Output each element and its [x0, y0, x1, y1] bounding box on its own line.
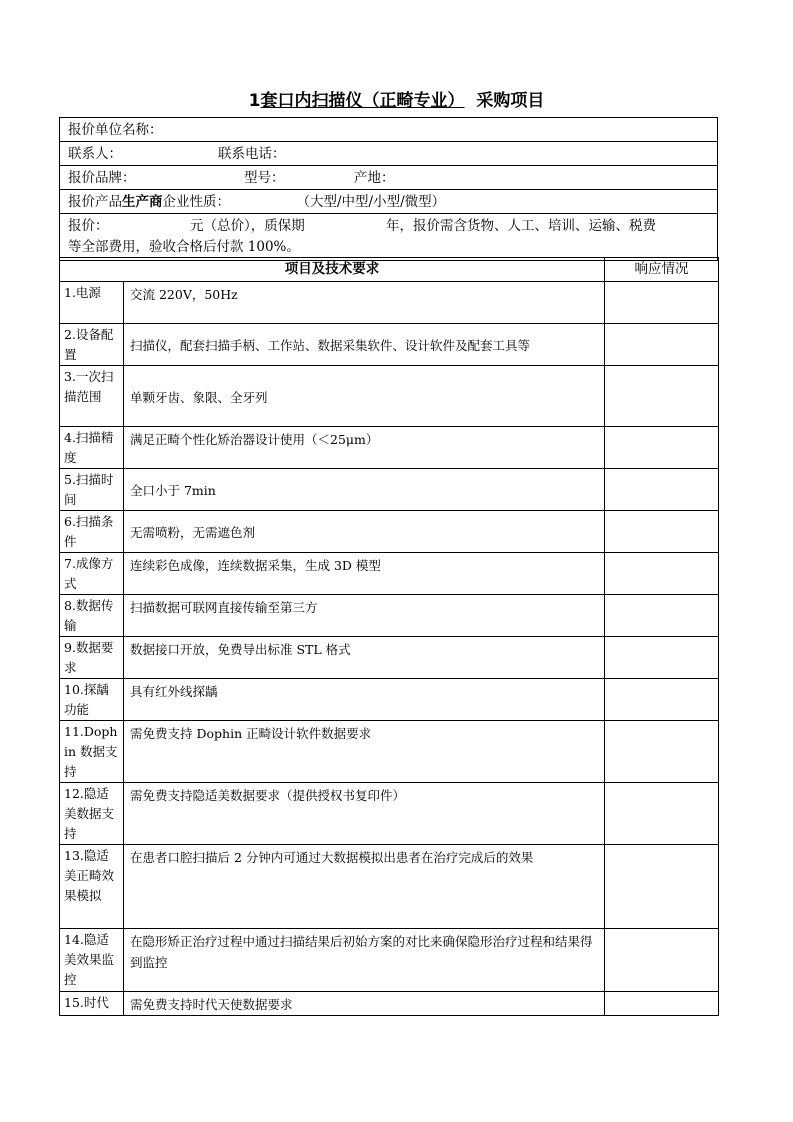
table-row: [60, 679, 719, 721]
item-requirement: 无需喷粉，无需遮色剂: [124, 511, 605, 553]
response-cell: [605, 679, 719, 721]
price-terms-line2: 等全部费用，验收合格后付款 100%。: [68, 239, 300, 255]
table-row: [60, 511, 719, 553]
item-name: 8.数据传输: [60, 595, 124, 637]
item-requirement: 扫描数据可联网直接传输至第三方: [124, 595, 605, 637]
table-row: [60, 637, 719, 679]
response-cell: [605, 469, 719, 511]
item-name: 15.时代: [60, 992, 124, 1016]
item-requirement: 单颗牙齿、象限、全牙列: [124, 366, 605, 427]
table-row: [60, 783, 719, 845]
table-row: [60, 427, 719, 469]
response-cell: [605, 637, 719, 679]
nature-suffix: 企业性质：: [162, 193, 230, 210]
response-cell: [605, 929, 719, 992]
spec-header-item: 项目及技术要求: [60, 258, 605, 282]
item-requirement: 在患者口腔扫描后 2 分钟内可通过大数据模拟出患者在治疗完成后的效果: [124, 845, 605, 929]
model-label: 型号：: [244, 169, 285, 186]
item-name: 12.隐适美数据支持: [60, 783, 124, 845]
item-name: 7.成像方式: [60, 553, 124, 595]
item-requirement: 扫描仪，配套扫描手柄、工作站、数据采集软件、设计软件及配套工具等: [124, 324, 605, 366]
title-number: 1: [248, 91, 261, 111]
item-name: 2.设备配置: [60, 324, 124, 366]
item-name: 9.数据要求: [60, 637, 124, 679]
table-row: [60, 721, 719, 783]
item-name: 13.隐适美正畸效果模拟: [60, 845, 124, 929]
response-cell: [605, 324, 719, 366]
nature-cell: [60, 190, 718, 214]
phone-label: 联系电话：: [218, 145, 286, 162]
nature-bold: 生产商: [122, 193, 163, 210]
table-row: [60, 282, 719, 324]
origin-label: 产地：: [354, 169, 395, 186]
response-cell: [605, 553, 719, 595]
item-name: 10.探龋功能: [60, 679, 124, 721]
price-cell: [60, 214, 718, 261]
item-requirement: 满足正畸个性化矫治器设计使用（＜25μm）: [124, 427, 605, 469]
table-row: [60, 553, 719, 595]
response-cell: [605, 783, 719, 845]
spec-header-row: [60, 258, 719, 282]
contact-label: 联系人：: [68, 145, 122, 162]
title-suffix: 采购项目: [476, 91, 545, 111]
title-product: 套口内扫描仪（正畸专业）: [260, 91, 465, 111]
item-requirement: 在隐形矫正治疗过程中通过扫描结果后初始方案的对比来确保隐形治疗过程和结果得到监控: [124, 929, 605, 992]
table-row: [60, 366, 719, 427]
item-requirement: 具有红外线探龋: [124, 679, 605, 721]
table-row: [60, 324, 719, 366]
price-unit: 元（总价），质保期: [190, 218, 305, 234]
item-requirement: 交流 220V，50Hz: [124, 282, 605, 324]
quote-unit-label: 报价单位名称：: [68, 121, 163, 138]
table-row: [60, 595, 719, 637]
nature-options: （大型/中型/小型/微型）: [296, 193, 446, 210]
contact-cell: [60, 142, 718, 166]
item-name: 5.扫描时间: [60, 469, 124, 511]
item-name: 4.扫描精度: [60, 427, 124, 469]
nature-prefix: 报价产品: [68, 193, 122, 210]
response-cell: [605, 511, 719, 553]
price-label: 报价：: [68, 218, 109, 234]
table-row: [60, 469, 719, 511]
table-row: [60, 992, 719, 1016]
price-terms: 年，报价需含货物、人工、培训、运输、税费: [386, 218, 656, 234]
response-cell: [605, 366, 719, 427]
response-cell: [605, 992, 719, 1016]
item-requirement: 全口小于 7min: [124, 469, 605, 511]
table-row: [60, 929, 719, 992]
response-cell: [605, 595, 719, 637]
item-requirement: 需免费支持 Dophin 正畸设计软件数据要求: [124, 721, 605, 783]
item-requirement: 连续彩色成像，连续数据采集，生成 3D 模型: [124, 553, 605, 595]
page-title: [0, 86, 793, 111]
response-cell: [605, 282, 719, 324]
brand-cell: [60, 166, 718, 190]
brand-label: 报价品牌：: [68, 169, 136, 186]
item-requirement: 需免费支持隐适美数据要求（提供授权书复印件）: [124, 783, 605, 845]
table-row: [60, 845, 719, 929]
item-name: 1.电源: [60, 282, 124, 324]
item-name: 3.一次扫描范围: [60, 366, 124, 427]
quote-unit-cell: [60, 118, 718, 142]
response-cell: [605, 721, 719, 783]
item-name: 14.隐适美效果监控: [60, 929, 124, 992]
item-requirement: 数据接口开放，免费导出标准 STL 格式: [124, 637, 605, 679]
item-requirement: 需免费支持时代天使数据要求: [124, 992, 605, 1016]
item-name: 11.Dophin 数据支持: [60, 721, 124, 783]
spec-header-response: 响应情况: [605, 258, 719, 282]
quote-info-table: [59, 117, 718, 261]
item-name: 6.扫描条件: [60, 511, 124, 553]
spec-table: [59, 257, 719, 1016]
response-cell: [605, 427, 719, 469]
response-cell: [605, 845, 719, 929]
